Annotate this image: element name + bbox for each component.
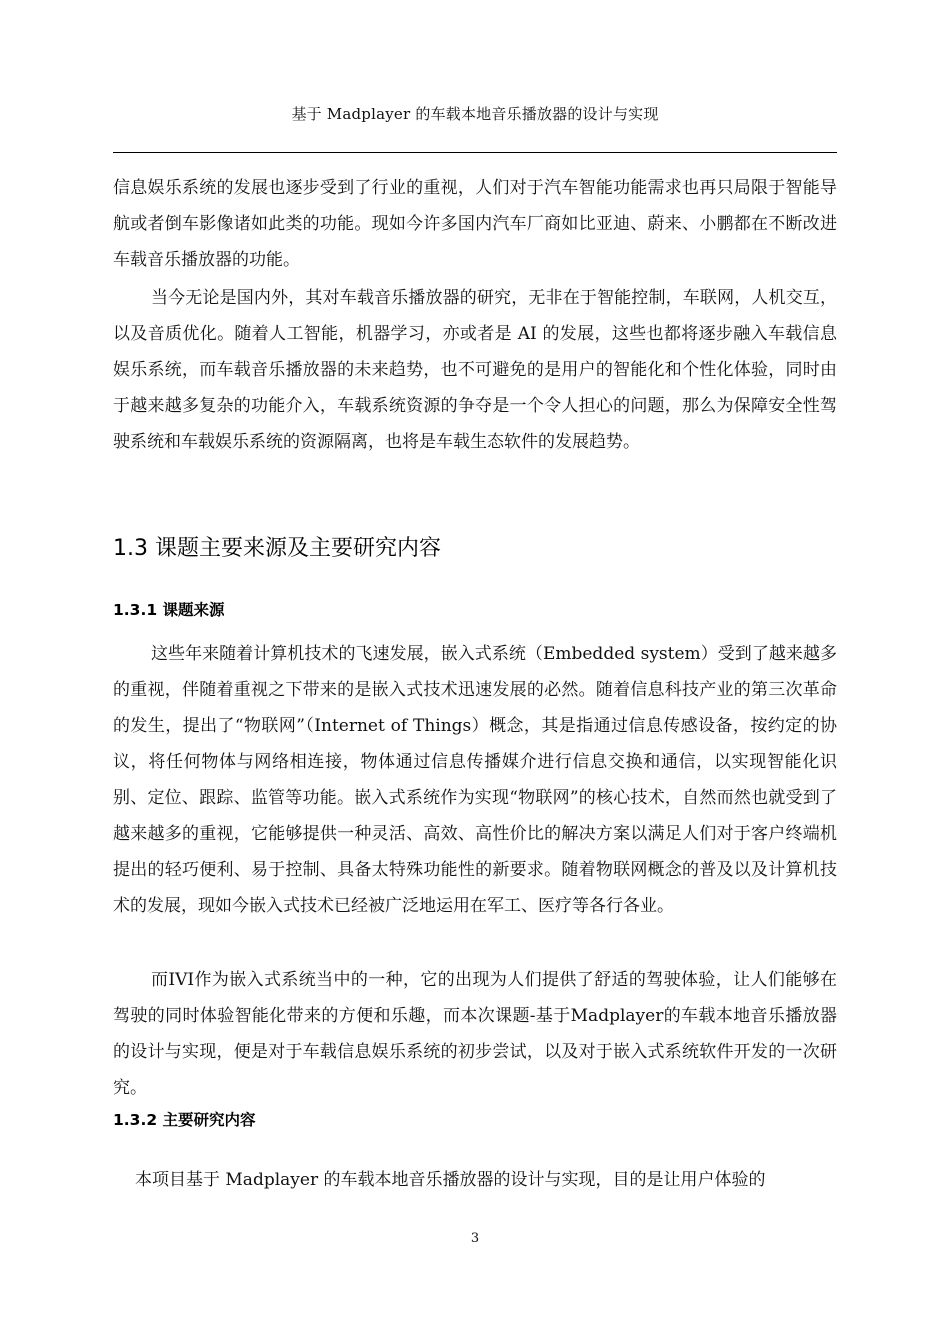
body-paragraph-research: 本项目基于 Madplayer 的车载本地音乐播放器的设计与实现，目的是让用户体验的 <box>135 1170 766 1190</box>
body-paragraph-continued: 信息娱乐系统的发展也逐步受到了行业的重视，人们对于汽车智能功能需求也再只局限于智能导航或者倒车影像诸如此类的功能。现如今许多国内汽车厂商如比亚迪、蔚来、小鹏都在不断改进车载音乐播放器的功能。 <box>113 178 837 270</box>
page-number: 3 <box>470 1231 480 1246</box>
body-paragraph-trends: 当今无论是国内外，其对车载音乐播放器的研究，无非在于智能控制，车联网，人机交互，以及音质优化。随着人工智能，机器学习，亦或者是 AI 的发展，这些也都将逐步融入车载信息娱乐系统，而车载音乐播放器的未来趋势，也不可避免的是用户的智能化和个性化体验，同时由于越来越多复杂的功能介入，车载系统资源的争夺是一个令人担心的问题，那么为保障安全性驾驶系统和车载娱乐系统的资源隔离，也将是车载生态软件的发展趋势。 <box>113 288 837 452</box>
body-paragraph-embedded: 这些年来随着计算机技术的飞速发展，嵌入式系统（Embedded system）受到了越来越多的重视，伴随着重视之下带来的是嵌入式技术迅速发展的必然。随着信息科技产业的第三次革命的发生，提出了“物联网”（Internet of Things）概念，其是指通过信息传感设备，按约定的协议，将任何物体与网络相连接，物体通过信息传播媒介进行信息交换和通信，以实现智能化识别、定位、跟踪、监管等功能。嵌入式系统作为实现“物联网”的核心技术，自然而然也就受到了越来越多的重视，它能够提供一种灵活、高效、高性价比的解决方案以满足人们对于客户终端机提出的轻巧便利、易于控制、具备太特殊功能性的新要求。随着物联网概念的普及以及计算机技术的发展，现如今嵌入式技术已经被广泛地运用在军工、医疗等各行各业。 <box>113 644 837 916</box>
body-paragraph-ivi: 而IVI作为嵌入式系统当中的一种，它的出现为人们提供了舒适的驾驶体验，让人们能够在驾驶的同时体验智能化带来的方便和乐趣，而本次课题-基于Madplayer的车载本地音乐播放器的设计与实现，便是对于车载信息娱乐系统的初步尝试，以及对于嵌入式系统软件开发的一次研究。 <box>113 970 837 1098</box>
running-header: 基于 Madplayer 的车载本地音乐播放器的设计与实现 <box>291 105 659 123</box>
header-divider <box>113 152 837 153</box>
section-heading-1-3: 1.3 课题主要来源及主要研究内容 <box>113 536 441 561</box>
subsection-heading-1-3-1: 1.3.1 课题来源 <box>113 601 225 619</box>
subsection-heading-1-3-2: 1.3.2 主要研究内容 <box>113 1111 256 1129</box>
